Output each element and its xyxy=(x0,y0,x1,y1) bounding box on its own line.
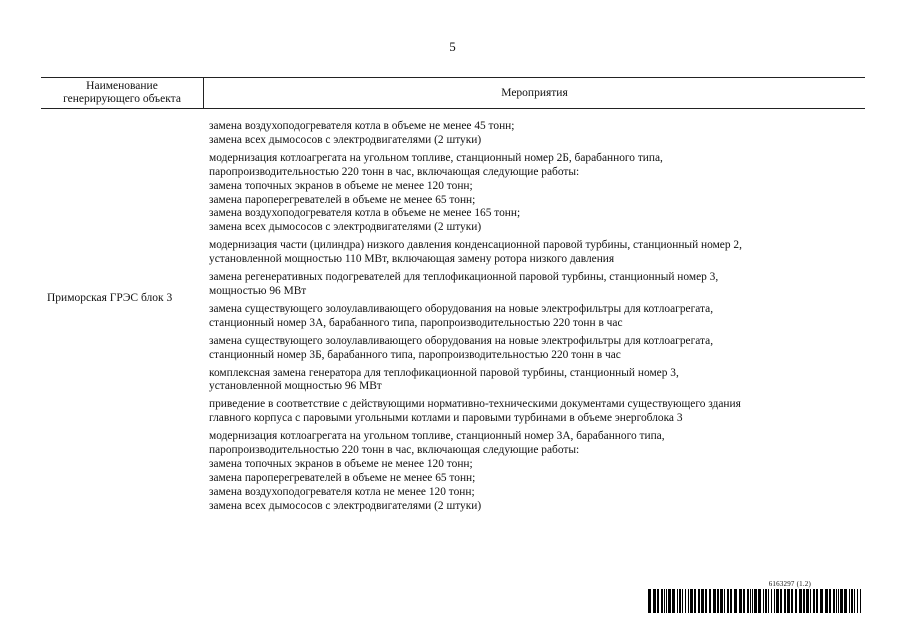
measure-line: замена воздухоподогревателя котла в объеме не менее 45 тонн; xyxy=(209,120,515,132)
barcode-bar xyxy=(791,589,793,613)
measure-line: замена существующего золоулавливающего оборудования на новые электрофильтры для котлоагрегата, xyxy=(209,302,714,315)
measure-line: замена топочных экранов в объеме не менее 120 тонн; xyxy=(209,457,473,470)
barcode-bar xyxy=(734,589,737,613)
barcode-bar xyxy=(698,589,700,613)
measure-item xyxy=(209,398,849,426)
measure-item xyxy=(209,120,849,148)
barcode-bar xyxy=(682,589,683,613)
barcode-bar xyxy=(851,589,853,613)
barcode-bar xyxy=(677,589,678,613)
table-header xyxy=(41,77,865,109)
barcode-bar xyxy=(688,589,689,613)
barcode-bar xyxy=(776,589,779,613)
measure-line: замена регенеративных подогревателей для теплофикационной паровой турбины, станционный номер 3, xyxy=(209,271,719,284)
measure-line: замена всех дымососов с электродвигателями (2 штуки) xyxy=(209,499,482,512)
measure-line: паропроизводительностью 220 тонн в час, включающая следующие работы: xyxy=(209,444,580,457)
measure-item xyxy=(209,271,849,299)
barcode-bar xyxy=(717,589,719,613)
barcode-bar xyxy=(780,589,782,613)
measure-line: главного корпуса с паровыми угольными котлами и паровыми турбинами в объеме энергоблока 3 xyxy=(209,412,683,425)
measure-line: замена воздухоподогревателя котла в объеме не менее 165 тонн; xyxy=(209,207,521,220)
barcode-bar xyxy=(758,589,761,613)
barcode-bar xyxy=(668,589,671,613)
barcode-bar xyxy=(768,589,769,613)
barcode-bar xyxy=(799,589,802,613)
barcode-image xyxy=(648,589,863,613)
measure-line: замена пароперегревателей в объеме не менее 65 тонн; xyxy=(209,193,476,206)
barcode-bar xyxy=(825,589,828,613)
barcode-bar xyxy=(701,589,704,613)
barcode-bar xyxy=(653,589,656,613)
barcode-bar xyxy=(787,589,790,613)
barcode-bar xyxy=(795,589,797,613)
measure-line: замена пароперегревателей в объеме не менее 65 тонн; xyxy=(209,471,476,484)
measure-line: модернизация части (цилиндра) низкого давления конденсационной паровой турбины, станционный номер 2, xyxy=(209,239,742,252)
measure-line: комплексная замена генератора для теплофикационной паровой турбины, станционный номер 3, xyxy=(209,366,679,379)
measure-line: замена воздухоподогревателя котла не менее 120 тонн; xyxy=(209,485,475,498)
barcode-bar xyxy=(803,589,805,613)
barcode-bar xyxy=(860,589,861,613)
measure-line: замена существующего золоулавливающего оборудования на новые электрофильтры для котлоагрегата, xyxy=(209,334,714,347)
barcode-bar xyxy=(648,589,651,613)
measure-line: установленной мощностью 96 МВт xyxy=(209,380,382,393)
measure-item xyxy=(209,303,849,331)
barcode-bar xyxy=(743,589,745,613)
barcode-bar xyxy=(724,589,725,613)
barcode-bar xyxy=(747,589,749,613)
barcode-block xyxy=(648,580,863,614)
barcode-bar xyxy=(754,589,757,613)
barcode-bar xyxy=(844,589,847,613)
barcode-bar xyxy=(727,589,729,613)
measure-line: паропроизводительностью 220 тонн в час, включающая следующие работы: xyxy=(209,165,580,178)
barcode-bar xyxy=(664,589,665,613)
measure-line: замена всех дымососов с электродвигателями (2 штуки) xyxy=(209,133,482,146)
barcode-bar xyxy=(806,589,809,613)
measure-line: модернизация котлоагрегата на угольном топливе, станционный номер 2Б, барабанного типа, xyxy=(209,151,663,164)
barcode-bar xyxy=(816,589,818,613)
barcode-bar xyxy=(666,589,667,613)
measure-item xyxy=(209,367,849,395)
header-measures-column: Мероприятия xyxy=(501,87,568,99)
barcode-bar xyxy=(829,589,831,613)
barcode-bar xyxy=(752,589,753,613)
generating-object-name: Приморская ГРЭС блок 3 xyxy=(47,292,173,304)
barcode-bar xyxy=(813,589,815,613)
barcode-bar xyxy=(849,589,850,613)
barcode-bar xyxy=(685,589,686,613)
measure-line: замена всех дымососов с электродвигателями (2 штуки) xyxy=(209,221,482,234)
barcode-bar xyxy=(833,589,835,613)
barcode-bar xyxy=(739,589,742,613)
barcode-bar xyxy=(679,589,681,613)
barcode-bar xyxy=(661,589,663,613)
barcode-bar xyxy=(820,589,823,613)
measure-item xyxy=(209,430,849,513)
measure-line: станционный номер 3А, барабанного типа, паропроизводительностью 220 тонн в час xyxy=(209,316,623,329)
barcode-bar xyxy=(690,589,693,613)
barcode-bar xyxy=(854,589,855,613)
barcode-bar xyxy=(694,589,696,613)
page-number: 5 xyxy=(449,39,456,54)
measure-line: модернизация котлоагрегата на угольном топливе, станционный номер 3А, барабанного типа, xyxy=(209,430,665,443)
barcode-bar xyxy=(672,589,675,613)
measure-item xyxy=(209,152,849,235)
barcode-bar xyxy=(750,589,751,613)
measure-line: приведение в соответствие с действующими нормативно-техническими документами существующего здания xyxy=(209,398,741,411)
barcode-bar xyxy=(838,589,839,613)
measure-item xyxy=(209,335,849,363)
barcode-bar xyxy=(771,589,772,613)
header-object-line-1: Наименование xyxy=(86,80,158,92)
measure-item xyxy=(209,239,849,267)
barcode-bar xyxy=(709,589,711,613)
barcode-number: 6163297 (1.2) xyxy=(768,580,811,588)
barcode-bar xyxy=(784,589,786,613)
barcode-bar xyxy=(810,589,811,613)
barcode-bar xyxy=(836,589,837,613)
measures-list xyxy=(209,120,849,518)
barcode-bar xyxy=(857,589,858,613)
barcode-bar xyxy=(774,589,775,613)
measure-line: мощностью 96 МВт xyxy=(209,284,307,297)
barcode-bar xyxy=(713,589,716,613)
measure-line: замена топочных экранов в объеме не менее 120 тонн; xyxy=(209,179,473,192)
barcode-bar xyxy=(730,589,732,613)
barcode-bar xyxy=(765,589,767,613)
header-object-line-2: генерирующего объекта xyxy=(63,93,181,105)
measure-line: станционный номер 3Б, барабанного типа, паропроизводительностью 220 тонн в час xyxy=(209,348,621,361)
barcode-bar xyxy=(840,589,843,613)
barcode-bar xyxy=(720,589,723,613)
barcode-bar xyxy=(657,589,659,613)
header-object-column xyxy=(41,78,204,108)
barcode-bar xyxy=(705,589,707,613)
barcode-bar xyxy=(763,589,764,613)
measure-line: установленной мощностью 110 МВт, включающая замену ротора низкого давления xyxy=(209,253,615,266)
